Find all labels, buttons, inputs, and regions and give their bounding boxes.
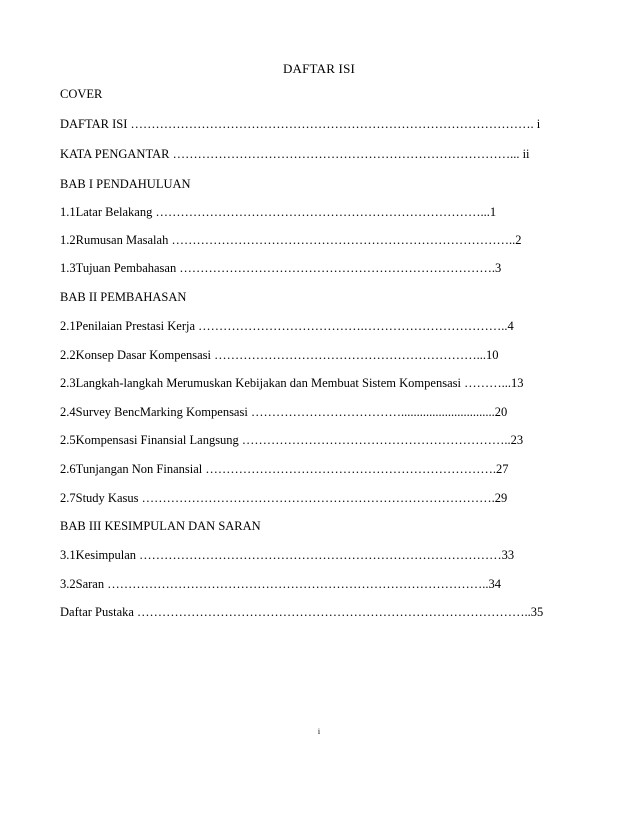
toc-entry-3-1: 3.1Kesimpulan ……………………………………………………………………………33 bbox=[60, 548, 515, 562]
toc-entry-bab-3: BAB III KESIMPULAN DAN SARAN bbox=[60, 519, 261, 533]
toc-entry-2-6: 2.6Tunjangan Non Finansial …………………………………………………………….27 bbox=[60, 462, 509, 476]
page-title: DAFTAR ISI bbox=[282, 61, 356, 76]
toc-entry-1-3: 1.3Tujuan Pembahasan ………………………………………………………………….3 bbox=[60, 261, 502, 275]
toc-entry-daftar-pustaka: Daftar Pustaka …………………………………………………………………………………..35 bbox=[60, 605, 544, 619]
toc-entry-kata-pengantar: KATA PENGANTAR ………………………………………………………………………... ii bbox=[60, 147, 530, 161]
page-number: i bbox=[317, 727, 321, 736]
toc-entry-2-2: 2.2Konsep Dasar Kompensasi ………………………………………………………...10 bbox=[60, 348, 499, 362]
toc-entry-1-2: 1.2Rumusan Masalah ………………………………………………………………………..2 bbox=[60, 233, 522, 247]
toc-entry-daftar-isi: DAFTAR ISI ……………………………………………………………………………………. i bbox=[60, 117, 541, 131]
toc-entry-2-4: 2.4Survey BencMarking Kompensasi ………………………………..............................20 bbox=[60, 405, 508, 419]
toc-entry-bab-1: BAB I PENDAHULUAN bbox=[60, 177, 191, 191]
toc-entry-2-5: 2.5Kompensasi Finansial Langsung ………………………………………………………..23 bbox=[60, 433, 524, 447]
toc-entry-2-7: 2.7Study Kasus ………………………………………………………………………….29 bbox=[60, 491, 508, 505]
toc-entry-bab-2: BAB II PEMBAHASAN bbox=[60, 290, 187, 304]
toc-entry-2-1: 2.1Penilaian Prestasi Kerja ………………………………….……………………………..4 bbox=[60, 319, 514, 333]
toc-entry-2-3: 2.3Langkah-langkah Merumuskan Kebijakan dan Membuat Sistem Kompensasi ………...13 bbox=[60, 376, 524, 390]
toc-entry-cover: COVER bbox=[60, 87, 103, 101]
toc-entry-3-2: 3.2Saran ………………………………………………………………………………..34 bbox=[60, 577, 501, 591]
toc-entry-1-1: 1.1Latar Belakang ……………………………………………………………………...1 bbox=[60, 205, 497, 219]
